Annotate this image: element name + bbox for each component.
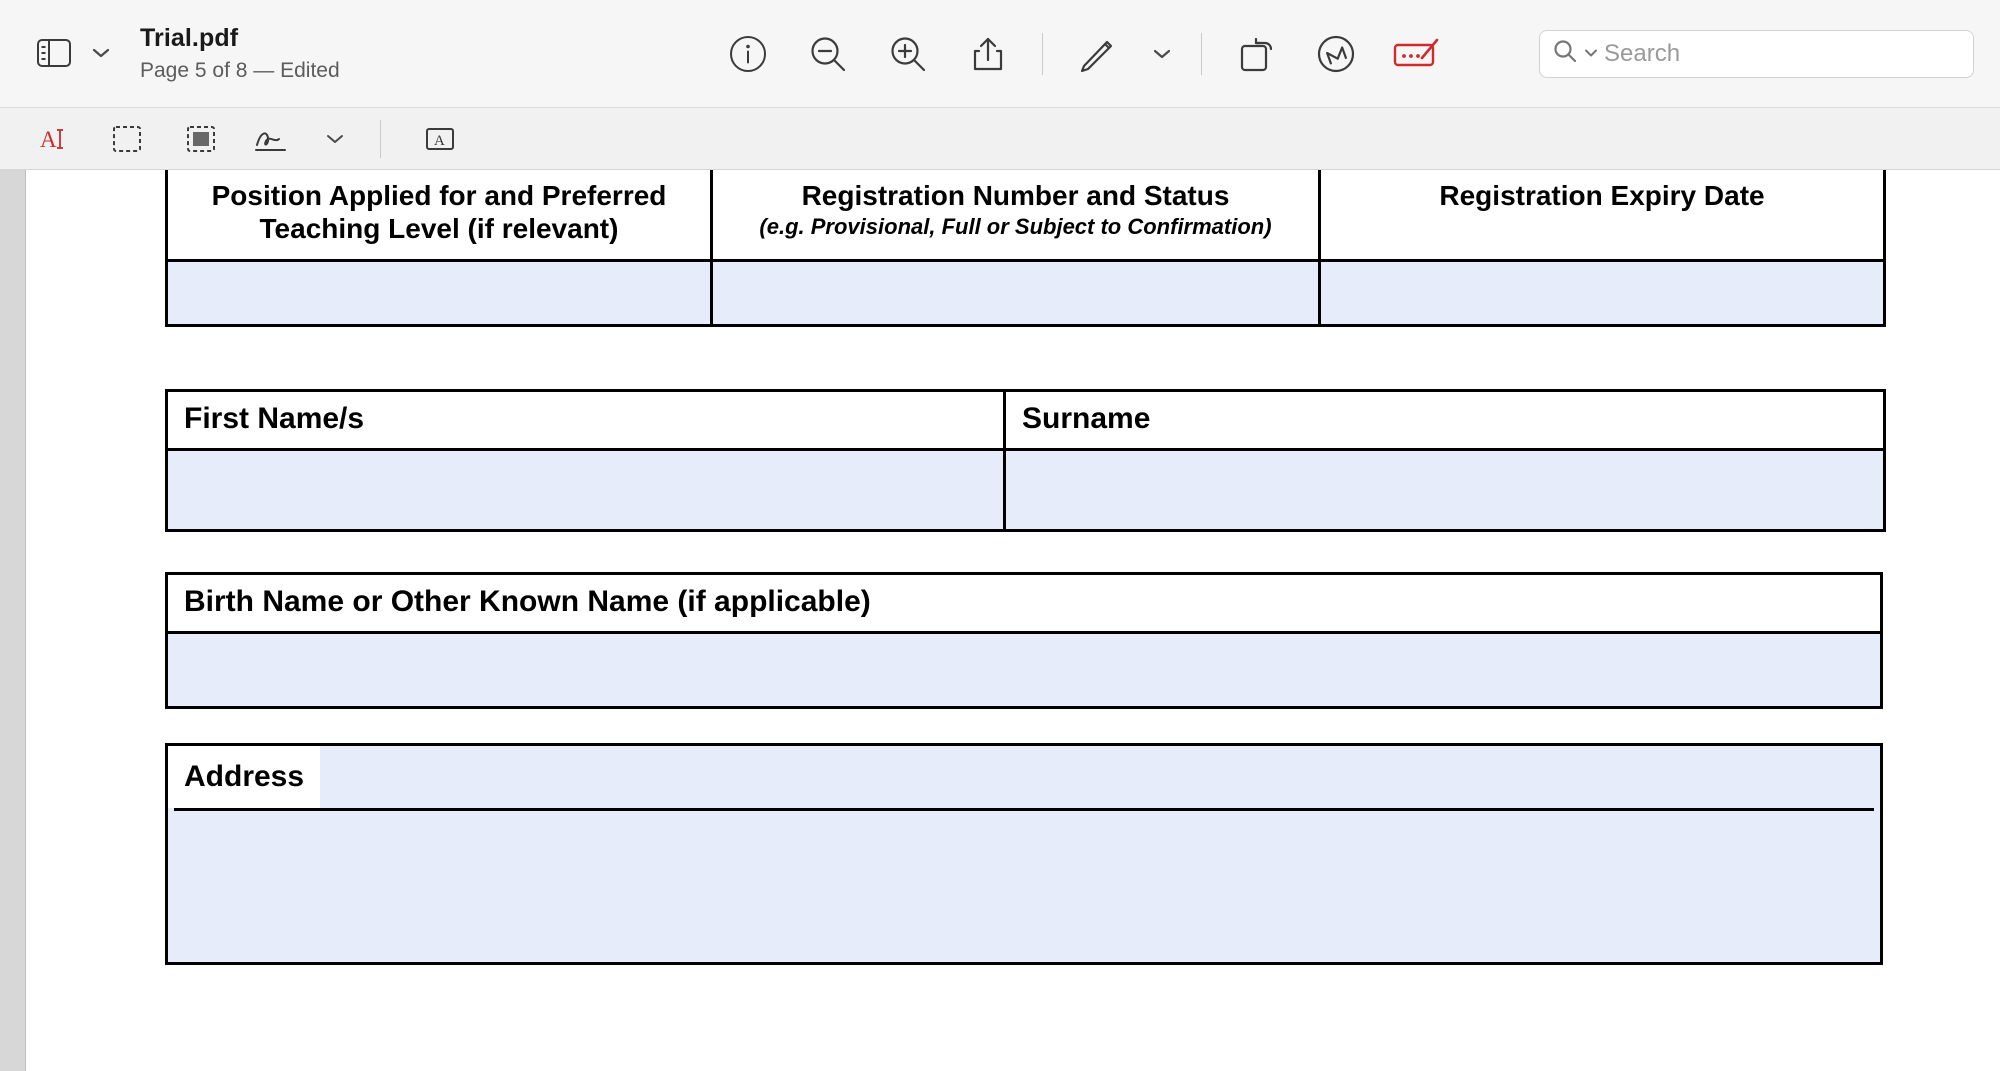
- vertical-scrollbar[interactable]: [1974, 170, 2000, 1071]
- spacer-3: [165, 709, 1824, 743]
- table-field-row: [167, 261, 1885, 326]
- spacer: [165, 327, 1824, 389]
- zoom-out-icon[interactable]: [800, 26, 856, 82]
- share-icon[interactable]: [960, 26, 1016, 82]
- birth-name-field[interactable]: [168, 634, 1880, 706]
- page-edge-strip: [0, 170, 26, 1071]
- search-scope-chevron-icon[interactable]: [1584, 45, 1598, 63]
- search-icon: [1552, 38, 1578, 69]
- document-title-block: [140, 24, 340, 83]
- scrollbar-thumb[interactable]: [1982, 180, 1994, 360]
- filled-selection-icon[interactable]: [174, 117, 228, 161]
- birth-name-field-row: [167, 633, 1882, 708]
- address-label-row: [168, 746, 1880, 808]
- header-cell-birth-name: [167, 574, 1882, 633]
- main-toolbar: [0, 0, 2000, 108]
- address-header-text: Address: [168, 746, 320, 808]
- birth-name-header-text: Birth Name or Other Known Name (if applicable): [184, 585, 871, 619]
- annotate-icon[interactable]: [1308, 26, 1364, 82]
- header-cell-first-name: [167, 391, 1005, 450]
- field-cell-registration[interactable]: [712, 261, 1320, 326]
- header-cell-expiry: [1320, 170, 1885, 261]
- markup-toolbar: [0, 108, 2000, 170]
- field-cell-birth-name[interactable]: [167, 633, 1882, 708]
- markup-divider: [380, 120, 381, 158]
- address-block: [165, 743, 1883, 965]
- info-icon[interactable]: [720, 26, 776, 82]
- signature-icon[interactable]: [248, 117, 302, 161]
- expiry-header-text: Registration Expiry Date: [1439, 180, 1765, 211]
- expiry-field[interactable]: [1321, 262, 1883, 324]
- toolbar-divider-2: [1201, 33, 1202, 75]
- address-field[interactable]: [174, 808, 1874, 956]
- table-header-row: [167, 170, 1885, 261]
- chevron-down-icon[interactable]: [88, 30, 114, 76]
- field-cell-position[interactable]: [167, 261, 712, 326]
- birth-name-header-row: [167, 574, 1882, 633]
- header-cell-position: [167, 170, 712, 261]
- page-status: Page 5 of 8 — Edited: [140, 58, 340, 82]
- position-header-text: Position Applied for and Preferred Teaching Level (if relevant): [211, 180, 667, 245]
- registration-header-text: Registration Number and Status: [801, 180, 1230, 211]
- header-cell-registration: [712, 170, 1320, 261]
- field-cell-surname[interactable]: [1005, 450, 1885, 531]
- registration-header-note: (e.g. Provisional, Full or Subject to Confirmation): [759, 214, 1272, 240]
- chevron-down-icon-markup[interactable]: [1149, 31, 1175, 77]
- rotate-icon[interactable]: [1228, 26, 1284, 82]
- svg-text:A: A: [40, 126, 57, 152]
- name-table: [165, 389, 1886, 532]
- text-box-icon[interactable]: [413, 117, 467, 161]
- signature-markup-icon[interactable]: [1388, 26, 1444, 82]
- name-header-row: [167, 391, 1885, 450]
- surname-header-text: Surname: [1022, 402, 1151, 436]
- toolbar-left-group: [26, 24, 340, 83]
- field-cell-expiry[interactable]: [1320, 261, 1885, 326]
- sidebar-icon[interactable]: [26, 25, 82, 81]
- birth-name-table: [165, 572, 1883, 709]
- search-input[interactable]: [1539, 30, 1974, 78]
- svg-text:A: A: [434, 132, 445, 149]
- registration-table: [165, 170, 1886, 327]
- name-field-row: [167, 450, 1885, 531]
- search-placeholder: Search: [1604, 39, 1681, 67]
- first-name-header-text: First Name/s: [184, 402, 365, 436]
- header-cell-surname: [1005, 391, 1885, 450]
- spacer-2: [165, 532, 1824, 572]
- position-field[interactable]: [168, 262, 710, 324]
- page-title: Trial.pdf: [140, 24, 239, 53]
- toolbar-divider: [1042, 33, 1043, 75]
- chevron-down-icon-signature[interactable]: [322, 116, 348, 162]
- toolbar-center-group: [720, 26, 1444, 82]
- document-viewer[interactable]: [0, 170, 2000, 1071]
- text-select-icon[interactable]: [26, 117, 80, 161]
- rectangular-selection-icon[interactable]: [100, 117, 154, 161]
- highlighter-icon[interactable]: [1069, 26, 1125, 82]
- surname-field[interactable]: [1006, 451, 1883, 529]
- zoom-in-icon[interactable]: [880, 26, 936, 82]
- first-name-field[interactable]: [168, 451, 1003, 529]
- pdf-page: [27, 170, 1962, 965]
- field-cell-first-name[interactable]: [167, 450, 1005, 531]
- registration-field[interactable]: [713, 262, 1318, 324]
